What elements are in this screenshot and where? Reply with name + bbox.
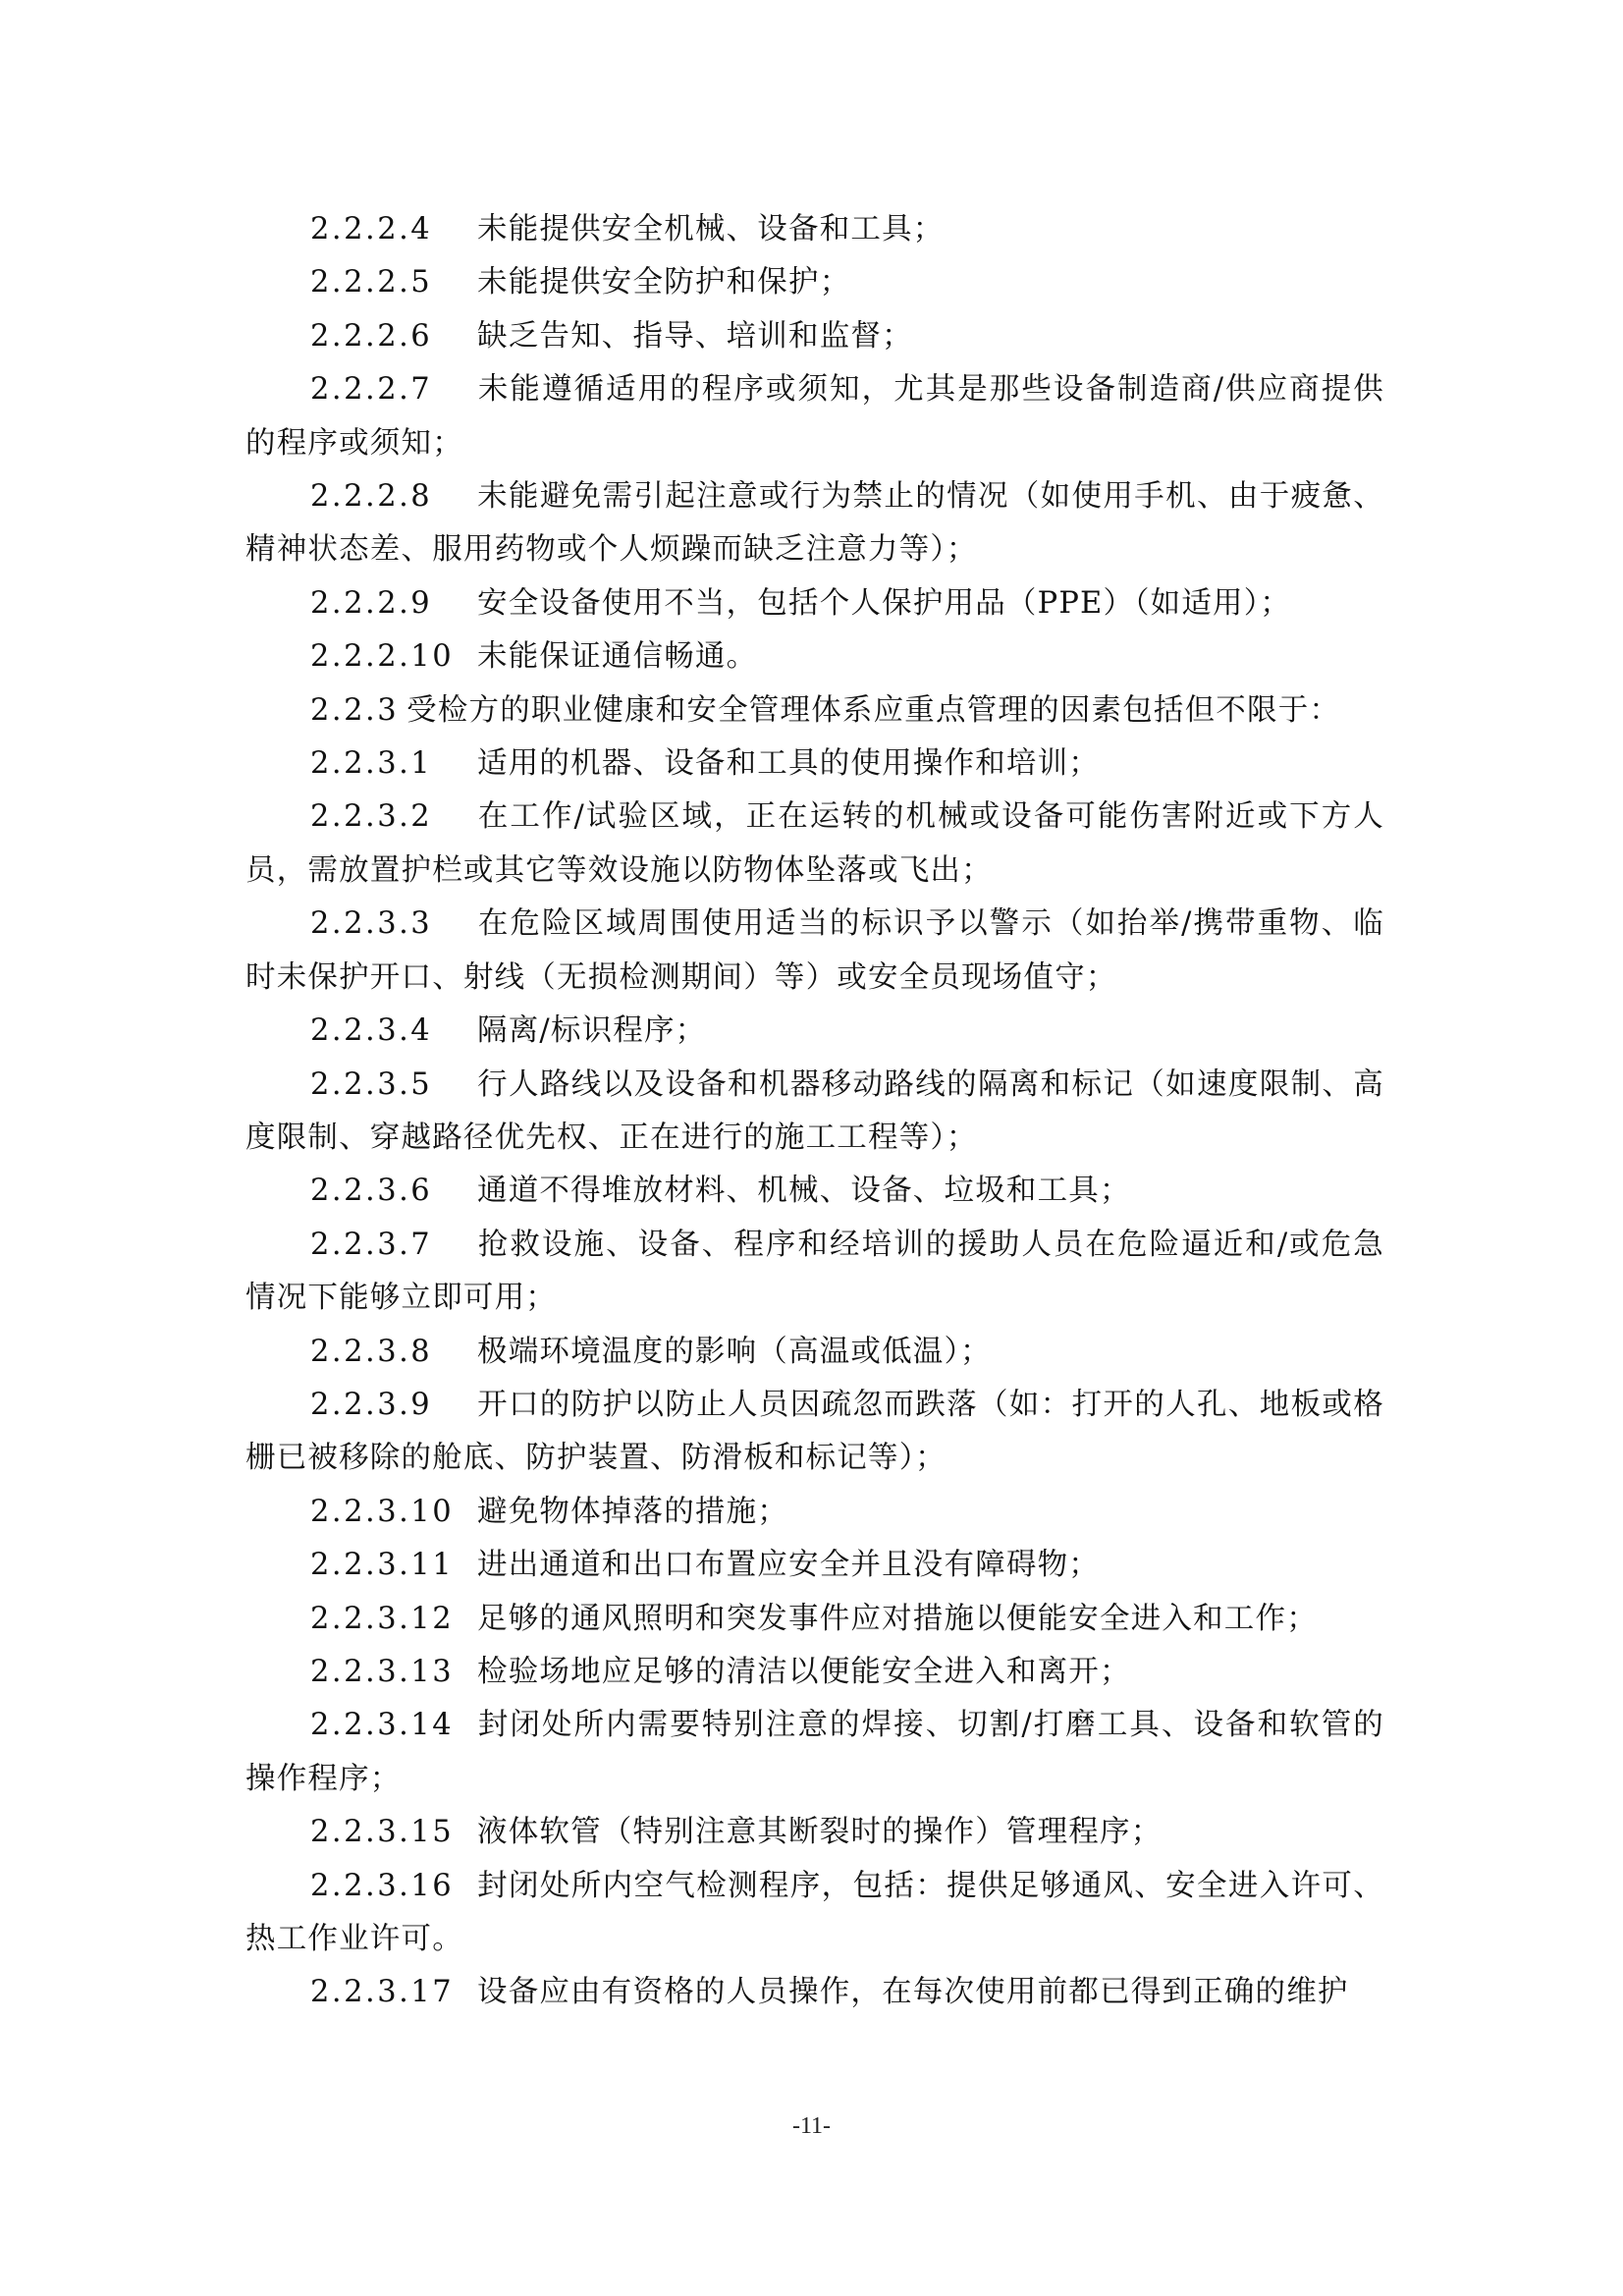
paragraph-2-2-3-16	[245, 1860, 1384, 1967]
clause-text: 未能避免需引起注意或行为禁止的情况（如使用手机、由于疲惫、精神状态差、服用药物或个人烦躁而缺乏注意力等）；	[245, 479, 1384, 568]
clause-text: 行人路线以及设备和机器移动路线的隔离和标记（如速度限制、高度限制、穿越路径优先权、正在进行的施工工程等）；	[245, 1066, 1384, 1155]
clause-number: 2.2.2.9	[310, 585, 433, 621]
paragraph-2-2-3-14	[245, 1699, 1384, 1806]
section-number: 2.2.3	[310, 692, 400, 728]
clause-number: 2.2.3.5	[310, 1066, 433, 1102]
paragraph-2-2-2-4	[245, 203, 1384, 256]
clause-text: 在工作/试验区域，正在运转的机械或设备可能伤害附近或下方人员，需放置护栏或其它等效设施以防物体坠落或飞出；	[245, 799, 1384, 888]
clause-text: 隔离/标识程序；	[477, 1013, 707, 1049]
clause-text: 适用的机器、设备和工具的使用操作和培训；	[477, 746, 1100, 782]
paragraph-2-2-2-6	[245, 310, 1384, 363]
paragraph-2-2-2-7	[245, 363, 1384, 470]
clause-text: 抢救设施、设备、程序和经培训的援助人员在危险逼近和/或危急情况下能够立即可用；	[245, 1227, 1384, 1316]
clause-number: 2.2.2.7	[310, 372, 433, 408]
clause-text: 设备应由有资格的人员操作，在每次使用前都已得到正确的维护	[477, 1975, 1349, 2010]
clause-number: 2.2.3.14	[310, 1708, 455, 1743]
clause-number: 2.2.3.8	[310, 1334, 433, 1369]
paragraph-2-2-3-1	[245, 738, 1384, 791]
clause-number: 2.2.3.12	[310, 1601, 455, 1636]
clause-number: 2.2.3.6	[310, 1174, 433, 1209]
clause-text: 未能保证通信畅通。	[477, 639, 758, 675]
clause-text: 封闭处所内需要特别注意的焊接、切割/打磨工具、设备和软管的操作程序；	[245, 1708, 1384, 1796]
clause-number: 2.2.3.1	[310, 746, 433, 782]
paragraph-2-2-3-2	[245, 791, 1384, 898]
paragraph-2-2-3-8	[245, 1326, 1384, 1379]
clause-text: 极端环境温度的影响（高温或低温）；	[477, 1334, 992, 1369]
section-text: 受检方的职业健康和安全管理体系应重点管理的因素包括但不限于：	[406, 692, 1341, 728]
clause-number: 2.2.2.4	[310, 212, 433, 246]
clause-text: 未能遵循适用的程序或须知，尤其是那些设备制造商/供应商提供的程序或须知；	[245, 372, 1384, 461]
clause-number: 2.2.3.15	[310, 1815, 455, 1850]
clause-text: 液体软管（特别注意其断裂时的操作）管理程序；	[477, 1815, 1163, 1850]
paragraph-2-2-3-11	[245, 1539, 1384, 1592]
clause-number: 2.2.2.5	[310, 265, 433, 301]
paragraph-2-2-3-10	[245, 1486, 1384, 1539]
clause-text: 进出通道和出口布置应安全并且没有障碍物；	[477, 1548, 1100, 1583]
page-number: -11-	[791, 2113, 832, 2139]
clause-number: 2.2.2.8	[310, 479, 433, 515]
paragraph-2-2-3-15	[245, 1806, 1384, 1859]
clause-number: 2.2.3.10	[310, 1494, 455, 1529]
clause-text: 开口的防护以防止人员因疏忽而跌落（如：打开的人孔、地板或格栅已被移除的舱底、防护装置、防滑板和标记等）；	[245, 1387, 1384, 1476]
clause-text: 避免物体掉落的措施；	[477, 1494, 788, 1529]
clause-number: 2.2.3.16	[310, 1868, 455, 1903]
paragraph-2-2-3-6	[245, 1165, 1384, 1218]
paragraph-2-2-3-9	[245, 1379, 1384, 1486]
clause-number: 2.2.3.9	[310, 1387, 433, 1422]
clause-text: 安全设备使用不当，包括个人保护用品（PPE）（如适用）；	[477, 585, 1291, 621]
paragraph-2-2-3-17	[245, 1966, 1384, 2019]
paragraph-2-2-3-12	[245, 1593, 1384, 1646]
paragraph-2-2-3-7	[245, 1219, 1384, 1326]
paragraph-2-2-3-3	[245, 898, 1384, 1005]
clause-text: 检验场地应足够的清洁以便能安全进入和离开；	[477, 1654, 1131, 1689]
clause-number: 2.2.3.4	[310, 1013, 433, 1049]
paragraph-2-2-2-5	[245, 256, 1384, 309]
paragraph-2-2-2-10	[245, 630, 1384, 683]
paragraph-2-2-3-5	[245, 1059, 1384, 1166]
clause-text: 通道不得堆放材料、机械、设备、垃圾和工具；	[477, 1174, 1131, 1209]
clause-number: 2.2.3.7	[310, 1227, 433, 1262]
paragraph-2-2-2-9	[245, 577, 1384, 630]
clause-number: 2.2.2.6	[310, 318, 433, 354]
clause-number: 2.2.3.3	[310, 906, 433, 942]
clause-text: 在危险区域周围使用适当的标识予以警示（如抬举/携带重物、临时未保护开口、射线（无损检测期间）等）或安全员现场值守；	[245, 906, 1384, 995]
clause-number: 2.2.3.11	[310, 1548, 455, 1583]
body-text	[245, 203, 1384, 2020]
paragraph-2-2-2-8	[245, 470, 1384, 577]
clause-text: 缺乏告知、指导、培训和监督；	[477, 318, 913, 354]
clause-text: 封闭处所内空气检测程序，包括：提供足够通风、安全进入许可、热工作业许可。	[245, 1868, 1384, 1956]
clause-number: 2.2.2.10	[310, 639, 455, 675]
clause-text: 未能提供安全机械、设备和工具；	[477, 212, 945, 246]
clause-number: 2.2.3.17	[310, 1975, 455, 2010]
clause-number: 2.2.3.2	[310, 799, 433, 835]
clause-number: 2.2.3.13	[310, 1654, 455, 1689]
paragraph-2-2-3	[245, 684, 1384, 738]
clause-text: 足够的通风照明和突发事件应对措施以便能安全进入和工作；	[477, 1601, 1318, 1636]
paragraph-2-2-3-13	[245, 1646, 1384, 1699]
clause-text: 未能提供安全防护和保护；	[477, 265, 851, 301]
paragraph-2-2-3-4	[245, 1005, 1384, 1058]
